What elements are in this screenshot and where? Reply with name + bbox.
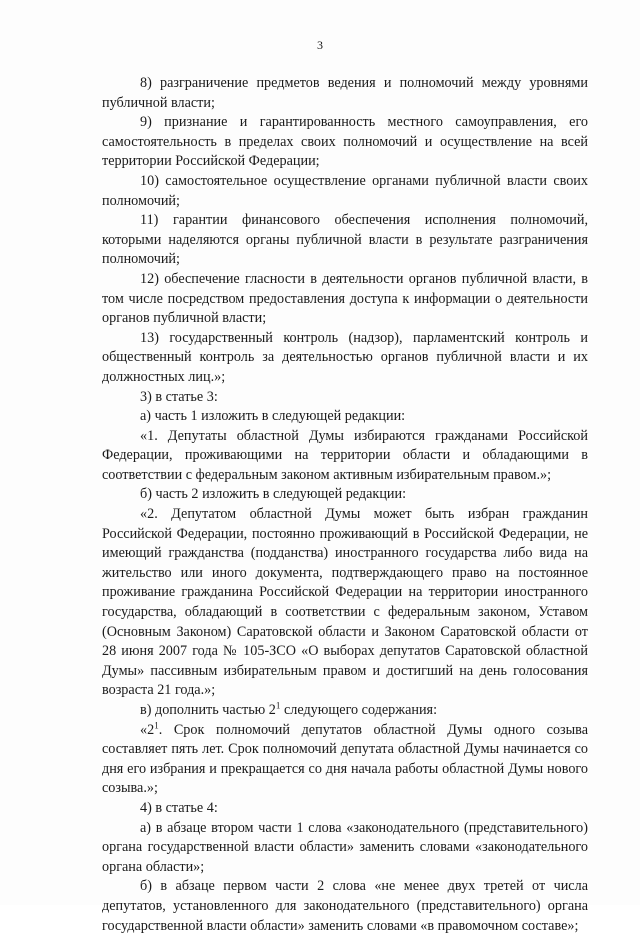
paragraph-article-4-b: б) в абзаце первом части 2 слова «не менее двух третей от числа депутатов, установленного для законодательного (представительного) органа государственной власти области» заменить словами «в правомочном составе»; (102, 878, 588, 934)
paragraph-article-3-b: б) часть 2 изложить в следующей редакции: (140, 486, 407, 503)
paragraph-item-13: 13) государственный контроль (надзор), парламентский контроль и общественный контроль за деятельностью органов публичной власти и их должностных лиц.»; (102, 329, 588, 385)
superscript: 1 (154, 719, 159, 730)
paragraph-item-8: 8) разграничение предметов ведения и полномочий между уровнями публичной власти; (102, 75, 588, 111)
paragraph-item-10: 10) самостоятельное осуществление органами публичной власти своих полномочий; (102, 172, 588, 209)
paragraph-article-3-a: а) часть 1 изложить в следующей редакции: (140, 408, 406, 425)
paragraph-part-2-1-pre: «2 (140, 721, 155, 738)
paragraph-article-4-a: а) в абзаце втором части 1 слова «законодательного (представительного) органа государственной власти области» заменить словами «законодательного органа области»; (102, 819, 588, 875)
paragraph-article-3-part-1: «1. Депутаты областной Думы избираются гражданами Российской Федерации, проживающими на территории области и обладающими в соответствии с федеральным законом активным избирательным правом.»; (102, 427, 588, 483)
paragraph-part-2-1-post: . Срок полномочий депутатов областной Думы одного созыва составляет пять лет. Срок полномочий депутата областной Думы начинается со дня его избрания и прекращается со дня начала работы областной Думы нового созыва.»; (102, 721, 588, 797)
page-number: 3 (317, 38, 323, 52)
document-body (102, 74, 588, 936)
paragraph-article-3-v-post: следующего содержания: (280, 702, 438, 718)
paragraph-article-3-part-2: «2. Депутатом областной Думы может быть избран гражданин Российской Федерации, постоянно проживающий в Российской Федерации, не имеющий гражданства (подданства) иностранного государства либо вида на жительство или иного документа, подтверждающего право на постоянное проживание гражданина Российской Федерации на территории иностранного государства, обладающий в соответствии с федеральным законом, Уставом (Основным Законом) Саратовской области и Законом Саратовской области от 28 июня 2007 года № 105-ЗСО «О выборах депутатов Саратовской областной Думы» пассивным избирательным правом и достигший на день голосования возраста 21 года.»; (102, 506, 588, 699)
paragraph-article-3-v (102, 701, 588, 721)
paragraph-item-9: 9) признание и гарантированность местного самоуправления, его самостоятельность в пределах своих полномочий и осуществление на всей территории Российской Федерации; (102, 114, 588, 170)
paragraph-article-3-part-2-1 (102, 721, 588, 799)
paragraph-article-4: 4) в статье 4: (140, 799, 218, 816)
paragraph-article-3-v-pre: в) дополнить частью 2 (140, 702, 276, 718)
paragraph-article-3: 3) в статье 3: (140, 388, 218, 405)
paragraph-item-11: 11) гарантии финансового обеспечения исполнения полномочий, которыми наделяются органы публичной власти в результате разграничения полномочий; (102, 212, 588, 268)
paragraph-item-12: 12) обеспечение гласности в деятельности органов публичной власти, в том числе посредством предоставления доступа к информации о деятельности органов публичной власти; (102, 270, 588, 327)
superscript: 1 (275, 700, 281, 711)
